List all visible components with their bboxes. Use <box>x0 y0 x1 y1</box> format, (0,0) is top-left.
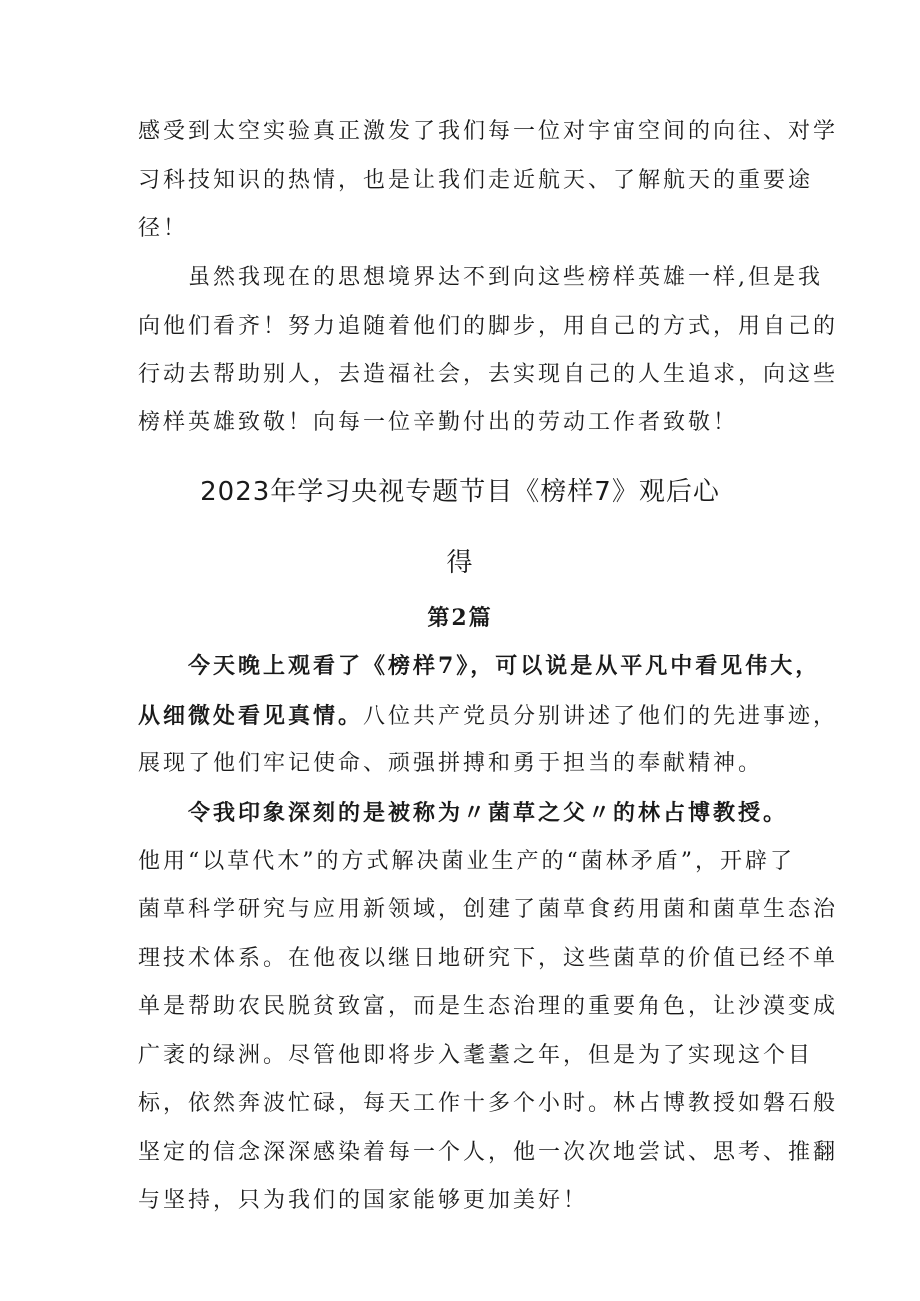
paragraph-line-bold: 今天晚上观看了《榜样7》，可以说是从平凡中看见伟大， <box>188 653 821 679</box>
paragraph-line: 感受到太空实验真正激发了我们每一位对宇宙空间的向往、对学 <box>138 119 839 144</box>
paragraph-line: 向他们看齐！努力追随着他们的脚步，用自己的方式，用自己的 <box>138 314 839 339</box>
paragraph-line: 他用“以草代木”的方式解决菌业生产的“菌林矛盾”，开辟了 <box>138 849 795 874</box>
paragraph-line: 径！ <box>138 216 189 241</box>
paragraph-line: 标，依然奔波忙碌，每天工作十多个小时。林占博教授如磐石般 <box>138 1091 839 1116</box>
paragraph-line-mixed <box>138 701 839 732</box>
paragraph-line: 单是帮助农民脱贫致富，而是生态治理的重要角色，让沙漠变成 <box>138 994 839 1019</box>
bold-phrase: 从细微处看见真情。 <box>138 703 364 729</box>
paragraph-heading: 令我印象深刻的是被称为〃菌草之父〃的林占博教授。 <box>188 800 789 826</box>
paragraph-line: 展现了他们牢记使命、顽强拼搏和勇于担当的奉献精神。 <box>138 751 764 776</box>
paragraph-line: 习科技知识的热情，也是让我们走近航天、了解航天的重要途 <box>138 168 814 193</box>
paragraph-line: 行动去帮助别人，去造福社会，去实现自己的人生追求，向这些 <box>138 362 839 387</box>
article-title-continued: 得 <box>446 548 474 578</box>
article-title: 2023年学习央视专题节目《榜样7》观后心 <box>200 477 720 507</box>
paragraph-line: 理技术体系。在他夜以继日地研究下，这些菌草的价值已经不单 <box>138 946 839 971</box>
paragraph-line: 榜样英雄致敬！向每一位辛勤付出的劳动工作者致敬！ <box>138 410 739 435</box>
paragraph-line: 广袤的绿洲。尽管他即将步入耄耋之年，但是为了实现这个目 <box>138 1043 814 1068</box>
paragraph-line: 菌草科学研究与应用新领域，创建了菌草食药用菌和菌草生态治 <box>138 897 839 922</box>
article-subtitle: 第2篇 <box>427 605 493 631</box>
paragraph-line: 与坚持，只为我们的国家能够更加美好！ <box>138 1188 589 1213</box>
paragraph-line: 坚定的信念深深感染着每一个人，他一次次地尝试、思考、推翻 <box>138 1140 839 1165</box>
paragraph-line: 虽然我现在的思想境界达不到向这些榜样英雄一样,但是我 <box>188 265 823 290</box>
normal-phrase: 八位共产党员分别讲述了他们的先进事迹， <box>363 704 839 729</box>
